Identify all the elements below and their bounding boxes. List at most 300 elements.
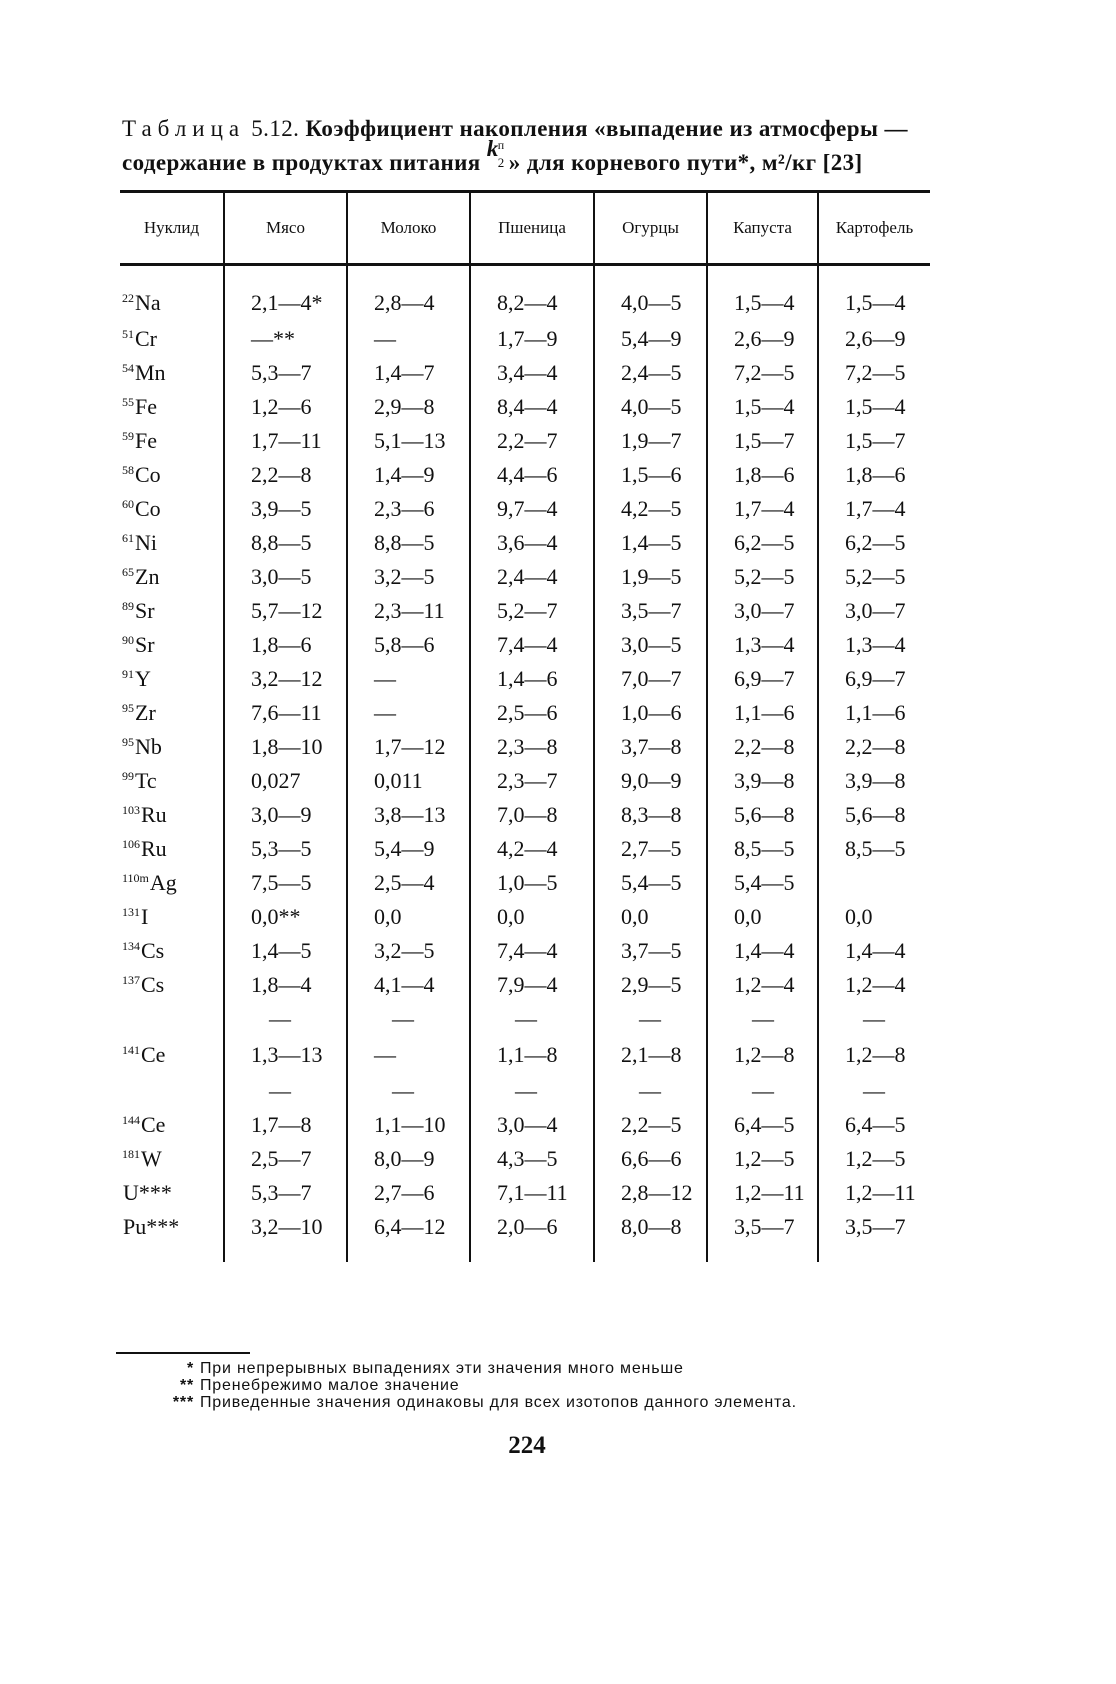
- dash-row: [120, 1074, 930, 1108]
- nuclide-cell: [120, 284, 224, 322]
- value-cell: 6,2—5: [707, 526, 818, 560]
- value-cell: 3,9—5: [224, 492, 347, 526]
- value-cell: 1,9—5: [594, 560, 707, 594]
- mass-number: 181: [122, 1147, 140, 1161]
- value-cell: 3,0—5: [224, 560, 347, 594]
- value-cell: 2,3—11: [347, 594, 470, 628]
- value-cell: 1,9—7: [594, 424, 707, 458]
- value-cell: —**: [224, 322, 347, 356]
- table-row: [120, 968, 930, 1002]
- footnote-rule: [116, 1352, 250, 1354]
- value-cell: 4,1—4: [347, 968, 470, 1002]
- table-row: [120, 900, 930, 934]
- value-cell: 3,5—7: [594, 594, 707, 628]
- table-row: [120, 934, 930, 968]
- footnote: [160, 1360, 960, 1377]
- nuclide-cell: [120, 390, 224, 424]
- dash-cell: —: [470, 1002, 594, 1036]
- value-cell: 7,5—5: [224, 866, 347, 900]
- value-cell: 1,8—10: [224, 730, 347, 764]
- value-cell: 2,3—7: [470, 764, 594, 798]
- coefficient-table: [120, 190, 930, 1262]
- table-row: [120, 356, 930, 390]
- element-symbol: Zr: [135, 700, 156, 725]
- value-cell: 1,2—4: [707, 968, 818, 1002]
- dash-cell: —: [224, 1074, 347, 1108]
- dash-cell: —: [594, 1074, 707, 1108]
- column-header: Нуклид: [120, 192, 224, 265]
- mass-number: 95: [122, 735, 134, 749]
- header-row: [120, 192, 930, 265]
- value-cell: 3,0—9: [224, 798, 347, 832]
- value-cell: 5,3—7: [224, 1176, 347, 1210]
- element-symbol: Y: [135, 666, 151, 691]
- value-cell: 1,2—11: [707, 1176, 818, 1210]
- value-cell: 1,4—6: [470, 662, 594, 696]
- value-cell: 5,4—9: [594, 322, 707, 356]
- dash-cell: —: [707, 1002, 818, 1036]
- dash-cell: —: [470, 1074, 594, 1108]
- caption-title-2: содержание в продуктах питания: [122, 150, 481, 175]
- table-row: [120, 458, 930, 492]
- value-cell: —: [347, 662, 470, 696]
- value-cell: 4,0—5: [594, 284, 707, 322]
- caption-title-3: » для корневого пути*, м²/кг [23]: [508, 150, 863, 175]
- mass-number: 134: [122, 939, 140, 953]
- dash-row: [120, 1002, 930, 1036]
- value-cell: 2,4—4: [470, 560, 594, 594]
- mass-number: 55: [122, 395, 134, 409]
- element-symbol: Cs: [141, 972, 165, 997]
- value-cell: 1,7—12: [347, 730, 470, 764]
- table-row: [120, 1176, 930, 1210]
- value-cell: 8,4—4: [470, 390, 594, 424]
- value-cell: 7,1—11: [470, 1176, 594, 1210]
- value-cell: 1,2—8: [818, 1036, 930, 1074]
- footnote-text: Пренебрежимо малое значение: [200, 1377, 460, 1394]
- value-cell: 5,3—7: [224, 356, 347, 390]
- dash-cell: —: [818, 1074, 930, 1108]
- mass-number: 131: [122, 905, 140, 919]
- value-cell: 3,7—8: [594, 730, 707, 764]
- value-cell: 2,2—8: [707, 730, 818, 764]
- value-cell: —: [347, 322, 470, 356]
- element-symbol: I: [141, 904, 149, 929]
- value-cell: 4,4—6: [470, 458, 594, 492]
- value-cell: 9,0—9: [594, 764, 707, 798]
- table-row: [120, 322, 930, 356]
- value-cell: 2,1—8: [594, 1036, 707, 1074]
- column-header: Картофель: [818, 192, 930, 265]
- value-cell: 3,9—8: [707, 764, 818, 798]
- value-cell: 4,0—5: [594, 390, 707, 424]
- value-cell: 1,4—4: [818, 934, 930, 968]
- value-cell: 1,7—8: [224, 1108, 347, 1142]
- value-cell: 1,5—4: [707, 390, 818, 424]
- value-cell: 5,4—9: [347, 832, 470, 866]
- value-cell: 1,4—9: [347, 458, 470, 492]
- spacer-row: [120, 1244, 930, 1262]
- value-cell: 2,3—8: [470, 730, 594, 764]
- nuclide-cell: [120, 934, 224, 968]
- caption-line-2: [122, 136, 1002, 180]
- value-cell: 5,6—8: [707, 798, 818, 832]
- value-cell: 1,1—6: [818, 696, 930, 730]
- nuclide-cell: [120, 662, 224, 696]
- dash-cell: —: [594, 1002, 707, 1036]
- value-cell: 4,3—5: [470, 1142, 594, 1176]
- column-header: Пшеница: [470, 192, 594, 265]
- table-row: [120, 696, 930, 730]
- value-cell: 2,1—4*: [224, 284, 347, 322]
- table-row: [120, 284, 930, 322]
- nuclide-cell: [120, 798, 224, 832]
- value-cell: 4,2—4: [470, 832, 594, 866]
- value-cell: 9,7—4: [470, 492, 594, 526]
- mass-number: 89: [122, 599, 134, 613]
- nuclide-cell: [120, 900, 224, 934]
- table-row: [120, 730, 930, 764]
- element-symbol: Cs: [141, 938, 165, 963]
- nuclide-cell: [120, 968, 224, 1002]
- value-cell: 5,3—5: [224, 832, 347, 866]
- value-cell: 6,4—5: [818, 1108, 930, 1142]
- value-cell: 2,2—5: [594, 1108, 707, 1142]
- mass-number: 22: [122, 291, 134, 305]
- table-row: [120, 526, 930, 560]
- table-row: [120, 1036, 930, 1074]
- value-cell: 3,8—13: [347, 798, 470, 832]
- footnotes: [160, 1360, 960, 1411]
- nuclide-cell: [120, 594, 224, 628]
- value-cell: 8,8—5: [347, 526, 470, 560]
- footnote: [160, 1377, 960, 1394]
- value-cell: 1,5—6: [594, 458, 707, 492]
- footnote-mark: *: [186, 1360, 194, 1377]
- mass-number: 58: [122, 463, 134, 477]
- element-symbol: Fe: [135, 394, 157, 419]
- value-cell: 1,8—6: [818, 458, 930, 492]
- value-cell: 2,4—5: [594, 356, 707, 390]
- value-cell: 3,6—4: [470, 526, 594, 560]
- value-cell: 8,0—9: [347, 1142, 470, 1176]
- nuclide-cell: [120, 356, 224, 390]
- value-cell: 3,2—5: [347, 934, 470, 968]
- mass-number: 141: [122, 1043, 140, 1057]
- value-cell: 7,4—4: [470, 934, 594, 968]
- element-symbol: Ce: [141, 1042, 166, 1067]
- value-cell: 6,9—7: [707, 662, 818, 696]
- value-cell: 3,0—7: [707, 594, 818, 628]
- value-cell: 8,2—4: [470, 284, 594, 322]
- nuclide-cell: [120, 424, 224, 458]
- element-symbol: Fe: [135, 428, 157, 453]
- value-cell: 3,5—7: [707, 1210, 818, 1244]
- table-row: [120, 662, 930, 696]
- footnote-text: При непрерывных выпадениях эти значения много меньше: [200, 1360, 684, 1377]
- value-cell: 6,4—12: [347, 1210, 470, 1244]
- value-cell: 0,0**: [224, 900, 347, 934]
- dash-cell: —: [347, 1002, 470, 1036]
- value-cell: 2,6—9: [707, 322, 818, 356]
- column-header: Молоко: [347, 192, 470, 265]
- value-cell: 8,5—5: [707, 832, 818, 866]
- value-cell: —: [347, 696, 470, 730]
- spacer-row: [120, 265, 930, 285]
- footnote: [160, 1394, 960, 1411]
- element-symbol: Tc: [135, 768, 157, 793]
- value-cell: 2,0—6: [470, 1210, 594, 1244]
- value-cell: 3,0—5: [594, 628, 707, 662]
- value-cell: 1,5—4: [818, 284, 930, 322]
- caption-line-1: [122, 112, 1002, 146]
- element-symbol: Zn: [135, 564, 160, 589]
- column-header: Мясо: [224, 192, 347, 265]
- value-cell: 1,2—6: [224, 390, 347, 424]
- table-row: [120, 1108, 930, 1142]
- value-cell: 5,7—12: [224, 594, 347, 628]
- table-row: [120, 1210, 930, 1244]
- value-cell: 3,2—10: [224, 1210, 347, 1244]
- value-cell: 5,2—5: [818, 560, 930, 594]
- value-cell: 5,6—8: [818, 798, 930, 832]
- table-row: [120, 390, 930, 424]
- value-cell: 0,011: [347, 764, 470, 798]
- value-cell: 1,7—9: [470, 322, 594, 356]
- mass-number: 54: [122, 361, 134, 375]
- value-cell: 1,2—5: [818, 1142, 930, 1176]
- value-cell: 2,3—6: [347, 492, 470, 526]
- value-cell: 5,4—5: [707, 866, 818, 900]
- value-cell: 1,0—6: [594, 696, 707, 730]
- value-cell: 1,0—5: [470, 866, 594, 900]
- value-cell: 1,8—6: [224, 628, 347, 662]
- element-symbol: Ru: [141, 802, 167, 827]
- value-cell: —: [347, 1036, 470, 1074]
- value-cell: 1,4—4: [707, 934, 818, 968]
- value-cell: 1,7—4: [707, 492, 818, 526]
- mass-number: 59: [122, 429, 134, 443]
- value-cell: 1,7—4: [818, 492, 930, 526]
- value-cell: 1,1—6: [707, 696, 818, 730]
- value-cell: 7,4—4: [470, 628, 594, 662]
- element-symbol: Ni: [135, 530, 157, 555]
- value-cell: 4,2—5: [594, 492, 707, 526]
- value-cell: 3,2—12: [224, 662, 347, 696]
- element-symbol: Sr: [135, 632, 155, 657]
- value-cell: 1,5—4: [707, 284, 818, 322]
- mass-number: 90: [122, 633, 134, 647]
- footnote-mark: **: [179, 1377, 194, 1394]
- value-cell: 2,6—9: [818, 322, 930, 356]
- footnote-mark: ***: [172, 1394, 194, 1411]
- value-cell: 1,3—4: [818, 628, 930, 662]
- column-header: Огурцы: [594, 192, 707, 265]
- nuclide-cell: [120, 866, 224, 900]
- value-cell: 5,1—13: [347, 424, 470, 458]
- value-cell: 6,4—5: [707, 1108, 818, 1142]
- value-cell: 7,2—5: [707, 356, 818, 390]
- value-cell: 2,8—12: [594, 1176, 707, 1210]
- value-cell: 2,2—8: [818, 730, 930, 764]
- nuclide-cell: [120, 1210, 224, 1244]
- value-cell: 2,7—5: [594, 832, 707, 866]
- value-cell: 1,4—5: [224, 934, 347, 968]
- mass-number: 61: [122, 531, 134, 545]
- table-caption: [122, 112, 1002, 180]
- value-cell: 2,5—4: [347, 866, 470, 900]
- mass-number: 103: [122, 803, 140, 817]
- value-cell: 7,2—5: [818, 356, 930, 390]
- mass-number: 106: [122, 837, 140, 851]
- value-cell: 6,6—6: [594, 1142, 707, 1176]
- dash-cell: —: [818, 1002, 930, 1036]
- value-cell: 1,4—5: [594, 526, 707, 560]
- nuclide-cell: [120, 526, 224, 560]
- value-cell: 1,2—4: [818, 968, 930, 1002]
- caption-title-1: Коэффициент накопления «выпадение из атмосферы —: [305, 116, 908, 141]
- value-cell: 1,1—8: [470, 1036, 594, 1074]
- table-row: [120, 798, 930, 832]
- nuclide-cell: [120, 628, 224, 662]
- value-cell: 3,7—5: [594, 934, 707, 968]
- element-symbol: Ru: [141, 836, 167, 861]
- value-cell: [818, 866, 930, 900]
- mass-number: 99: [122, 769, 134, 783]
- value-cell: 1,8—6: [707, 458, 818, 492]
- element-symbol: Nb: [135, 734, 162, 759]
- value-cell: 0,0: [707, 900, 818, 934]
- element-symbol: Sr: [135, 598, 155, 623]
- nuclide-cell: [120, 730, 224, 764]
- table-row: [120, 594, 930, 628]
- value-cell: 2,9—8: [347, 390, 470, 424]
- nuclide-cell: [120, 1176, 224, 1210]
- value-cell: 1,4—7: [347, 356, 470, 390]
- value-cell: 8,5—5: [818, 832, 930, 866]
- value-cell: 0,0: [818, 900, 930, 934]
- value-cell: 0,0: [470, 900, 594, 934]
- table-row: [120, 560, 930, 594]
- value-cell: 6,2—5: [818, 526, 930, 560]
- table-row: [120, 866, 930, 900]
- value-cell: 2,5—7: [224, 1142, 347, 1176]
- value-cell: 1,2—5: [707, 1142, 818, 1176]
- element-symbol: Ce: [141, 1112, 166, 1137]
- nuclide-cell: [120, 322, 224, 356]
- value-cell: 6,9—7: [818, 662, 930, 696]
- value-cell: 2,2—7: [470, 424, 594, 458]
- value-cell: 0,0: [347, 900, 470, 934]
- value-cell: 8,3—8: [594, 798, 707, 832]
- value-cell: 1,5—7: [818, 424, 930, 458]
- value-cell: 3,0—4: [470, 1108, 594, 1142]
- nuclide-cell: [120, 458, 224, 492]
- column-header: Капуста: [707, 192, 818, 265]
- value-cell: 2,8—4: [347, 284, 470, 322]
- value-cell: 1,5—7: [707, 424, 818, 458]
- value-cell: 1,3—4: [707, 628, 818, 662]
- footnote-text: Приведенные значения одинаковы для всех изотопов данного элемента.: [200, 1394, 797, 1411]
- nuclide-cell: [120, 764, 224, 798]
- mass-number: 51: [122, 327, 134, 341]
- value-cell: 8,0—8: [594, 1210, 707, 1244]
- value-cell: 5,8—6: [347, 628, 470, 662]
- nuclide-cell: [120, 696, 224, 730]
- nuclide-cell: [120, 1036, 224, 1074]
- caption-label: Таблица: [122, 116, 246, 141]
- element-symbol: Co: [135, 462, 161, 487]
- mass-number: 110m: [122, 871, 149, 885]
- table-row: [120, 628, 930, 662]
- value-cell: 0,0: [594, 900, 707, 934]
- mass-number: 95: [122, 701, 134, 715]
- value-cell: 2,2—8: [224, 458, 347, 492]
- value-cell: 7,9—4: [470, 968, 594, 1002]
- element-symbol: Cr: [135, 326, 157, 351]
- value-cell: 5,2—5: [707, 560, 818, 594]
- nuclide-cell: [120, 1108, 224, 1142]
- value-cell: 1,3—13: [224, 1036, 347, 1074]
- value-cell: 1,5—4: [818, 390, 930, 424]
- value-cell: 5,4—5: [594, 866, 707, 900]
- nuclide-cell: [120, 832, 224, 866]
- value-cell: 7,0—8: [470, 798, 594, 832]
- element-symbol: Ag: [149, 870, 177, 895]
- mass-number: 60: [122, 497, 134, 511]
- table-row: [120, 764, 930, 798]
- value-cell: 1,7—11: [224, 424, 347, 458]
- value-cell: 3,0—7: [818, 594, 930, 628]
- value-cell: 3,5—7: [818, 1210, 930, 1244]
- value-cell: 1,1—10: [347, 1108, 470, 1142]
- element-symbol: W: [141, 1146, 162, 1171]
- page-number: 224: [508, 1432, 546, 1459]
- value-cell: 5,2—7: [470, 594, 594, 628]
- value-cell: 0,027: [224, 764, 347, 798]
- value-cell: 3,9—8: [818, 764, 930, 798]
- element-symbol: Pu***: [123, 1214, 180, 1239]
- value-cell: 1,8—4: [224, 968, 347, 1002]
- value-cell: 2,7—6: [347, 1176, 470, 1210]
- dash-cell: —: [707, 1074, 818, 1108]
- mass-number: 91: [122, 667, 134, 681]
- nuclide-cell: [120, 492, 224, 526]
- element-symbol: U***: [123, 1180, 172, 1205]
- mass-number: 137: [122, 973, 140, 987]
- value-cell: 7,6—11: [224, 696, 347, 730]
- value-cell: 3,2—5: [347, 560, 470, 594]
- mass-number: 144: [122, 1113, 140, 1127]
- value-cell: 2,9—5: [594, 968, 707, 1002]
- value-cell: 1,2—11: [818, 1176, 930, 1210]
- value-cell: 7,0—7: [594, 662, 707, 696]
- element-symbol: Co: [135, 496, 161, 521]
- mass-number: 65: [122, 565, 134, 579]
- value-cell: 8,8—5: [224, 526, 347, 560]
- table-row: [120, 1142, 930, 1176]
- caption-number: 5.12.: [251, 116, 300, 141]
- table-row: [120, 832, 930, 866]
- nuclide-cell: [120, 1142, 224, 1176]
- table-row: [120, 492, 930, 526]
- value-cell: 2,5—6: [470, 696, 594, 730]
- dash-cell: —: [224, 1002, 347, 1036]
- table-row: [120, 424, 930, 458]
- value-cell: 1,2—8: [707, 1036, 818, 1074]
- nuclide-cell: [120, 560, 224, 594]
- element-symbol: Mn: [135, 360, 166, 385]
